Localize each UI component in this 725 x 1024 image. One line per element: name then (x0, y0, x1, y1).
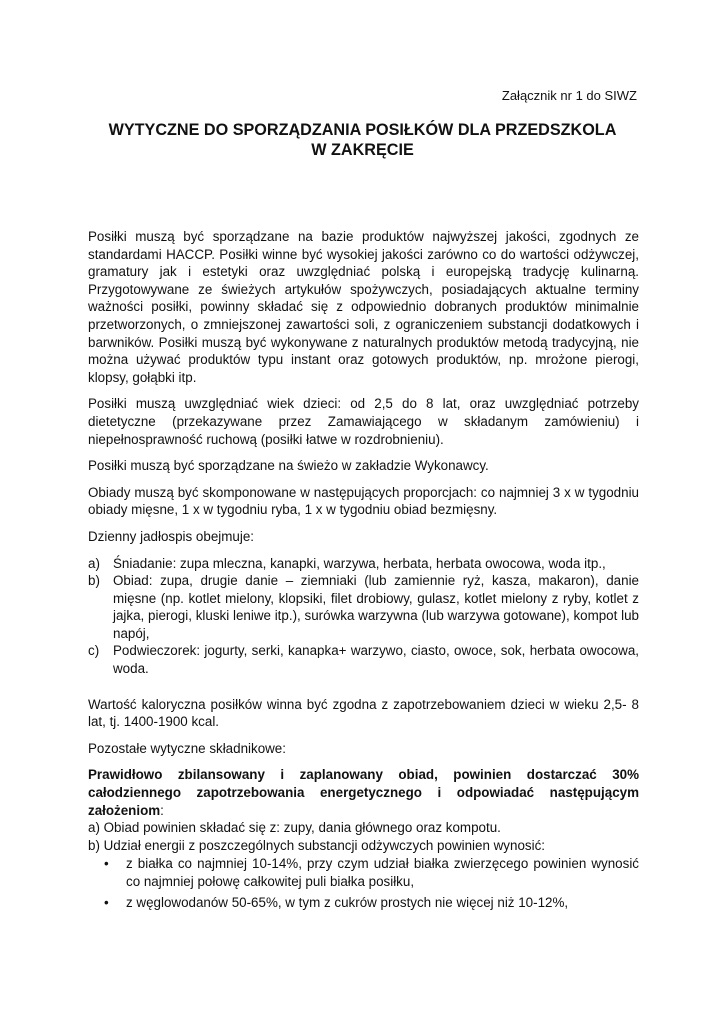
list-item (88, 572, 639, 642)
paragraph-calories: Wartość kaloryczna posiłków winna być zgodna z zapotrzebowaniem dzieci w wieku 2,5- 8 lat, tj. 1400-1900 kcal. (88, 696, 639, 730)
paragraph-quality: Posiłki muszą być sporządzane na bazie produktów najwyższej jakości, zgodnych ze standardami HACCP. Posiłki winne być wysokiej jakości zarówno co do wartości odżywczej, gramatury jak i estetyki oraz uwzględniać polską i europejską tradycję kulinarną. Przygotowywane ze świeżych artykułów spożywczych, posiadających aktualne terminy ważności posiłki, powinny składać się z odpowiednio dobranych produktów minimalnie przetworzonych, o zmniejszonej zawartości soli, z ograniczeniem substancji dodatkowych i barwników. Posiłki muszą być wykonywane z naturalnych produktów metodą tradycyjną, nie można używać produktów typu instant oraz gotowych produktów, np. mrożone pierogi, klopsy, gołąbki itp. (88, 229, 639, 385)
list-item (88, 642, 639, 677)
energy-bullet-list (88, 855, 639, 911)
bullet-icon: • (104, 894, 109, 910)
paragraph-lunch-intro (88, 766, 639, 819)
list-item (88, 894, 639, 912)
document-body (88, 228, 639, 914)
paragraph-menu-intro: Dzienny jadłospis obejmuje: (88, 528, 254, 544)
lunch-intro-bold: Prawidłowo zbilansowany i zaplanowany obiad, powinien dostarczać 30% całodziennego zapotrzebowania energetycznego i odpowiadać następującym założeniom (88, 767, 639, 818)
paragraph-fresh: Posiłki muszą być sporządzane na świeżo w zakładzie Wykonawcy. (88, 458, 489, 474)
title-line-2: W ZAKRĘCIE (311, 141, 414, 159)
list-item-text: Śniadanie: zupa mleczna, kanapki, warzywa, herbata, herbata owocowa, woda itp., (113, 555, 606, 571)
list-item-text: Podwieczorek: jogurty, serki, kanapka+ warzywo, ciasto, owoce, sok, herbata owocowa, woda. (113, 643, 639, 677)
document-title (88, 120, 637, 160)
bullet-icon: • (104, 856, 109, 872)
paragraph-proportions: Obiady muszą być skomponowane w następujących proporcjach: co najmniej 3 x w tygodniu obiady mięsne, 1 x w tygodniu ryba, 1 x w tygodniu obiad bezmięsny. (88, 484, 639, 518)
list-item-text: z białka co najmniej 10-14%, przy czym udział białka zwierzęcego powinien wynosić co najmniej połowę całkowitej puli białka posiłku, (126, 856, 639, 889)
lunch-line-a: a) Obiad powinien składać się z: zupy, dania głównego oraz kompotu. (88, 820, 501, 836)
list-marker: c) (88, 643, 100, 659)
title-line-1: WYTYCZNE DO SPORZĄDZANIA POSIŁKÓW DLA PRZEDSZKOLA (108, 121, 617, 139)
lunch-intro-colon: : (160, 802, 164, 818)
daily-menu-list (88, 555, 639, 678)
list-item-text: Obiad: zupa, drugie danie – ziemniaki (lub zamiennie ryż, kasza, makaron), danie mięsne (np. kotlet mielony, klopsiki, filet drobiowy, gulasz, kotlet mielony z ryby, kotlet z jajka, pierogi, kluski leniwe itp.), surówka warzywna (lub warzywa gotowane), kompot lub napój, (113, 573, 639, 641)
list-item (88, 555, 639, 573)
list-item (88, 855, 639, 890)
list-marker: a) (88, 555, 100, 571)
paragraph-other-guidelines: Pozostałe wytyczne składnikowe: (88, 740, 286, 756)
list-marker: b) (88, 573, 100, 589)
lunch-line-b: b) Udział energii z poszczególnych substancji odżywczych powinien wynosić: (88, 837, 545, 853)
annex-label: Załącznik nr 1 do SIWZ (501, 88, 637, 103)
list-item-text: z węglowodanów 50-65%, w tym z cukrów prostych nie więcej niż 10-12%, (126, 894, 569, 910)
paragraph-age: Posiłki muszą uwzględniać wiek dzieci: od 2,5 do 8 lat, oraz uwzględniać potrzeby dietetyczne (przekazywane przez Zamawiającego w składanym zamówieniu) i niepełnosprawność ruchową (posiłki łatwe w rozdrobnieniu). (88, 396, 639, 447)
